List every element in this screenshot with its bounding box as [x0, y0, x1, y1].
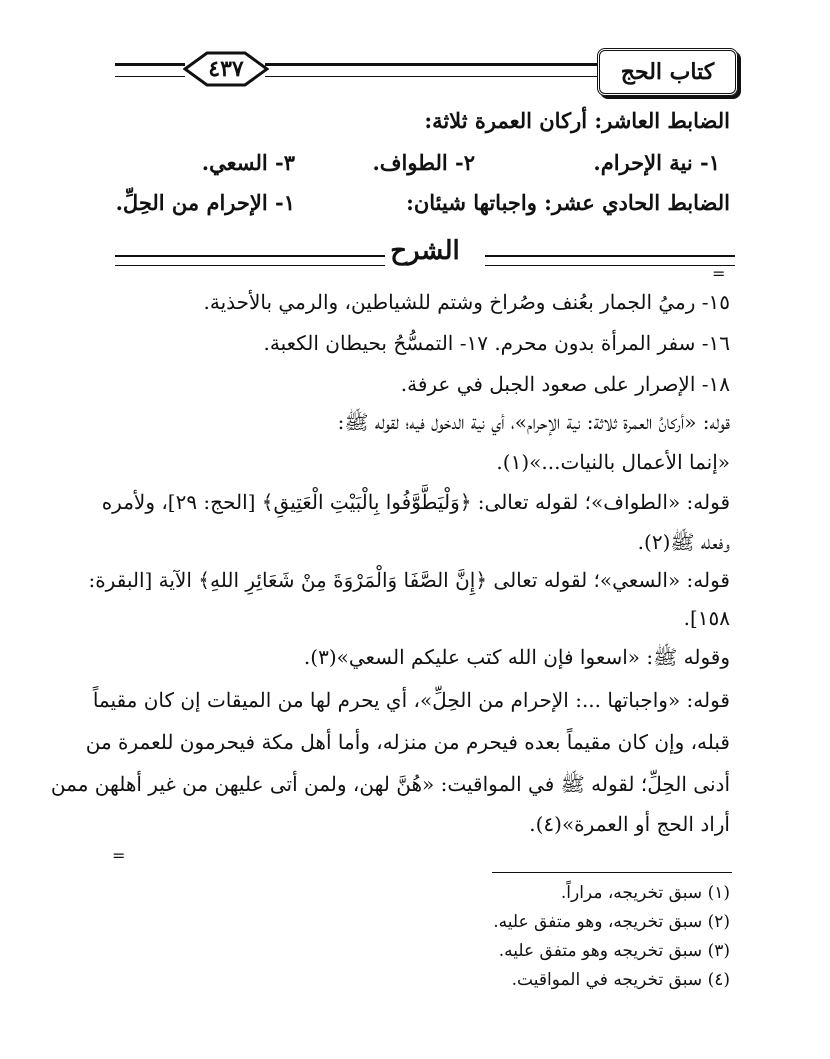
- body-line: ١٥- رميُ الجمار بعُنف وصُراخ وشتم للشياطين، والرمي بالأحذية.: [203, 290, 730, 314]
- body-line: قوله: «واجباتها ...: الإحرام من الحِلِّ»، أي يحرم لها من الميقات إن كان مقيماً: [92, 688, 730, 712]
- chapter-title: كتاب الحج: [620, 59, 715, 85]
- body-line: أدنى الحِلِّ؛ لقوله ﷺ في المواقيت: «هُنَّ لهن، ولمن أتى عليهن من غير أهلهن ممن: [50, 772, 730, 796]
- body-line: ١٦- سفر المرأة بدون محرم. ١٧- التمسُّحُ بحيطان الكعبة.: [263, 331, 730, 355]
- body-line: قوله: «الطواف»؛ لقوله تعالى: ﴿وَلْيَطَّوَّفُوا بِالْبَيْتِ الْعَتِيقِ﴾ [الحج: ٢٩]، ولأمره: [101, 490, 730, 514]
- footnote: (١) سبق تخريجه، مراراً.: [560, 883, 730, 903]
- chapter-title-box: [597, 48, 738, 96]
- rule-11-item-1: ١- الإحرام من الحِلِّ.: [115, 190, 295, 215]
- body-line: ١٨- الإصرار على صعود الجبل في عرفة.: [400, 372, 730, 396]
- body-line: وقوله ﷺ: «اسعوا فإن الله كتب عليكم السعي»(٣).: [303, 645, 730, 669]
- rule-10-item-3: ٣- السعي.: [201, 150, 295, 175]
- header-rule-left: [115, 63, 185, 77]
- continuation-mark: =: [712, 264, 726, 283]
- sharh-divider: [115, 236, 735, 276]
- page-number-badge: [183, 51, 269, 87]
- body-line: قوله: «أركانُ العمرة ثلاثة: نية الإحرام»، أي نية الدخول فيه؛ لقوله ﷺ:: [337, 410, 730, 434]
- footnote-rule: [492, 872, 732, 873]
- body-line: أراد الحج أو العمرة»(٤).: [529, 812, 730, 836]
- body-line: ١٥٨].: [683, 606, 730, 630]
- sharh-title: الشرح: [390, 236, 460, 266]
- footnote: (٤) سبق تخريجه في المواقيت.: [511, 970, 730, 990]
- body-line: وفعله ﷺ(٢).: [637, 530, 730, 554]
- rule-10-heading: الضابط العاشر: أركان العمرة ثلاثة:: [424, 108, 730, 133]
- footnote: (٢) سبق تخريجه، وهو متفق عليه.: [493, 912, 730, 932]
- body-line: «إنما الأعمال بالنيات...»(١).: [496, 450, 730, 474]
- header-rule: [265, 63, 597, 77]
- footnote: (٣) سبق تخريجه وهو متفق عليه.: [498, 941, 730, 961]
- page-number: ٤٣٧: [208, 56, 244, 82]
- rule-10-item-1: ١- نية الإحرام.: [593, 150, 720, 175]
- rule-11-heading: الضابط الحادي عشر: واجباتها شيئان:: [406, 190, 730, 215]
- continuation-mark: =: [112, 846, 126, 865]
- body-line: قبله، وإن كان مقيماً بعده فيحرم من منزله، وأما أهل مكة فيحرمون للعمرة من: [85, 730, 730, 754]
- rule-10-item-2: ٢- الطواف.: [372, 150, 475, 175]
- body-line: قوله: «السعي»؛ لقوله تعالى ﴿إِنَّ الصَّفَا وَالْمَرْوَةَ مِنْ شَعَائِرِ اللهِ﴾ الآية [البقرة:: [88, 568, 730, 592]
